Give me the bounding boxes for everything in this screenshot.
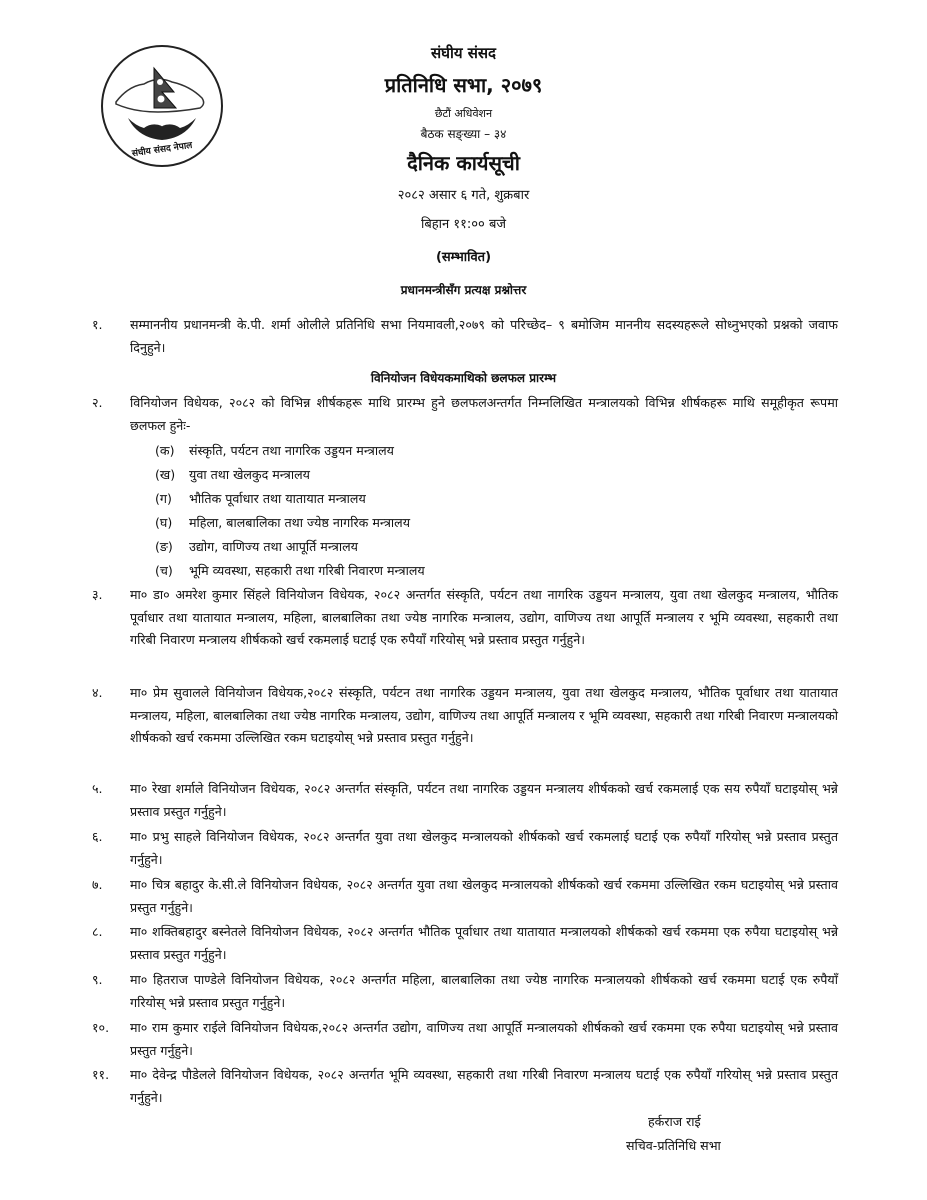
- item-text: मा० देवेन्द्र पौडेलले विनियोजन विधेयक, २०८२ अन्तर्गत भूमि व्यवस्था, सहकारी तथा गरिबी निवारण मन्त्रालय घटाई एक रुपैयाँ गरियोस् भन्ने प्रस्ताव प्रस्तुत गर्नुहुने।: [130, 1067, 838, 1105]
- item-text: मा० शक्तिबहादुर बस्नेतले विनियोजन विधेयक, २०८२ अन्तर्गत भौतिक पूर्वाधार तथा यातायात मन्त्रालयको शीर्षकको खर्च रकममा एक रुपैया घटाइयोस् भन्ने प्रस्ताव प्रस्तुत गर्नुहुने।: [130, 924, 838, 962]
- item-number: ९.: [92, 972, 103, 987]
- item-number: १०.: [92, 1020, 110, 1035]
- sub-item-label: (च): [155, 563, 173, 578]
- sub-item-label: (ग): [155, 491, 172, 506]
- page-title: दैनिक कार्यसूची: [407, 151, 520, 175]
- item-number: ६.: [92, 829, 103, 844]
- signatory-designation: सचिव-प्रतिनिधि सभा: [626, 1138, 721, 1153]
- sub-item-label: (क): [155, 443, 175, 458]
- item-number: १.: [92, 317, 103, 332]
- house-title: प्रतिनिधि सभा, २०७९: [384, 73, 543, 97]
- sub-item-label: (घ): [155, 515, 173, 530]
- item-number: ३.: [92, 587, 103, 602]
- sub-item: [155, 466, 310, 483]
- item-text: मा० राम कुमार राईले विनियोजन विधेयक,२०८२ अन्तर्गत उद्योग, वाणिज्य तथा आपूर्ति मन्त्रालयको शीर्षकको खर्च रकममा एक रुपैया घटाइयोस् भन्ने प्रस्ताव प्रस्तुत गर्नुहुने।: [130, 1020, 838, 1058]
- sub-item-text: भूमि व्यवस्था, सहकारी तथा गरिबी निवारण मन्त्रालय: [189, 563, 425, 578]
- session-name: छैटौं अधिवेशन: [434, 107, 493, 120]
- item-number: ४.: [92, 685, 103, 700]
- emblem-caption: संघीय संसद नेपाल: [131, 140, 193, 160]
- item-text: मा० चित्र बहादुर के.सी.ले विनियोजन विधेयक, २०८२ अन्तर्गत युवा तथा खेलकुद मन्त्रालयको शीर्षकको खर्च रकममा उल्लिखित रकम घटाइयोस् भन्ने प्रस्ताव प्रस्तुत गर्नुहुने।: [130, 877, 838, 915]
- item-text: विनियोजन विधेयक, २०८२ को विभिन्न शीर्षकहरू माथि प्रारम्भ हुने छलफलअन्तर्गत निम्नलिखित मन्त्रालयको विभिन्न शीर्षकहरू माथि समूहीकृत रूपमा छलफल हुनेः-: [130, 395, 838, 433]
- item-number: ११.: [92, 1067, 110, 1082]
- sub-item-text: युवा तथा खेलकुद मन्त्रालय: [189, 467, 310, 482]
- org-name: संघीय संसद: [430, 44, 497, 62]
- meeting-number: बैठक सङ्ख्या – ३४: [420, 127, 507, 141]
- item-text: मा० प्रेम सुवालले विनियोजन विधेयक,२०८२ संस्कृति, पर्यटन तथा नागरिक उड्डयन मन्त्रालय, युवा तथा खेलकुद मन्त्रालय, भौतिक पूर्वाधार तथा यातायात मन्त्रालय, महिला, बालबालिका तथा ज्येष्ठ नागरिक मन्त्रालय, उद्योग, वाणिज्य तथा आपूर्ति मन्त्रालय र भूमि व्यवस्था, सहकारी तथा गरिबी निवारण मन्त्रालयको शीर्षकको खर्च रकममा उल्लिखित रकम घटाइयोस् भन्ने प्रस्ताव प्रस्तुत गर्नुहुने।: [130, 685, 838, 745]
- sub-item-text: उद्योग, वाणिज्य तथा आपूर्ति मन्त्रालय: [189, 539, 358, 554]
- sub-item: [155, 514, 410, 531]
- item-text: मा० प्रभु साहले विनियोजन विधेयक, २०८२ अन्तर्गत युवा तथा खेलकुद मन्त्रालयको शीर्षकको खर्च रकमलाई घटाई एक रुपैयाँ गरियोस् भन्ने प्रस्ताव प्रस्तुत गर्नुहुने।: [130, 829, 838, 867]
- item-text: मा० हितराज पाण्डेले विनियोजन विधेयक, २०८२ अन्तर्गत महिला, बालबालिका तथा ज्येष्ठ नागरिक मन्त्रालयको शीर्षकको खर्च रकममा घटाई एक रुपैयाँ गरियोस् भन्ने प्रस्ताव प्रस्तुत गर्नुहुने।: [130, 972, 838, 1010]
- sub-item-text: संस्कृति, पर्यटन तथा नागरिक उड्डयन मन्त्रालय: [189, 443, 394, 458]
- item-number: ५.: [92, 781, 103, 796]
- item-number: ८.: [92, 924, 103, 939]
- sub-item-label: (ख): [155, 467, 176, 482]
- agenda-time: बिहान ११:०० बजे: [420, 217, 507, 232]
- sub-item-label: (ङ): [155, 539, 173, 554]
- item-text: सम्माननीय प्रधानमन्त्री के.पी. शर्मा ओलीले प्रतिनिधि सभा नियमावली,२०७९ को परिच्छेद– ९ बमोजिम माननीय सदस्यहरूले सोध्नुभएको प्रश्नको जवाफ दिनुहुने।: [130, 317, 838, 355]
- sub-item: [155, 538, 358, 555]
- section-heading-appropriation: विनियोजन विधेयकमाथिको छलफल प्रारम्भ: [370, 371, 557, 385]
- tentative-label: (सम्भावित): [435, 250, 492, 265]
- item-number: २.: [92, 395, 103, 410]
- sub-item-text: भौतिक पूर्वाधार तथा यातायात मन्त्रालय: [189, 491, 366, 506]
- section-heading-qa: प्रधानमन्त्रीसँग प्रत्यक्ष प्रश्नोत्तर: [400, 283, 527, 297]
- item-text: मा० रेखा शर्माले विनियोजन विधेयक, २०८२ अन्तर्गत संस्कृति, पर्यटन तथा नागरिक उड्डयन मन्त्रालय शीर्षकको खर्च रकमलाई एक सय रुपैयाँ घटाइयोस् भन्ने प्रस्ताव प्रस्तुत गर्नुहुने।: [130, 781, 838, 819]
- sub-item: [155, 442, 394, 459]
- signatory-name: हर्कराज राई: [648, 1114, 701, 1129]
- item-text: मा० डा० अमरेश कुमार सिंहले विनियोजन विधेयक, २०८२ अन्तर्गत संस्कृति, पर्यटन तथा नागरिक उड्डयन मन्त्रालय, युवा तथा खेलकुद मन्त्रालय, भौतिक पूर्वाधार तथा यातायात मन्त्रालय, महिला, बालबालिका तथा ज्येष्ठ नागरिक मन्त्रालय, उद्योग, वाणिज्य तथा आपूर्ति मन्त्रालय र भूमि व्यवस्था, सहकारी तथा गरिबी निवारण मन्त्रालय शीर्षकको खर्च रकमलाई घटाई एक रुपैयाँ गरियोस् भन्ने प्रस्ताव प्रस्तुत गर्नुहुने।: [130, 587, 838, 647]
- sub-item: [155, 490, 366, 507]
- sub-item-text: महिला, बालबालिका तथा ज्येष्ठ नागरिक मन्त्रालय: [189, 515, 411, 530]
- item-number: ७.: [92, 877, 103, 892]
- sub-item: [155, 562, 425, 579]
- agenda-date: २०८२ असार ६ गते, शुक्रबार: [397, 188, 530, 203]
